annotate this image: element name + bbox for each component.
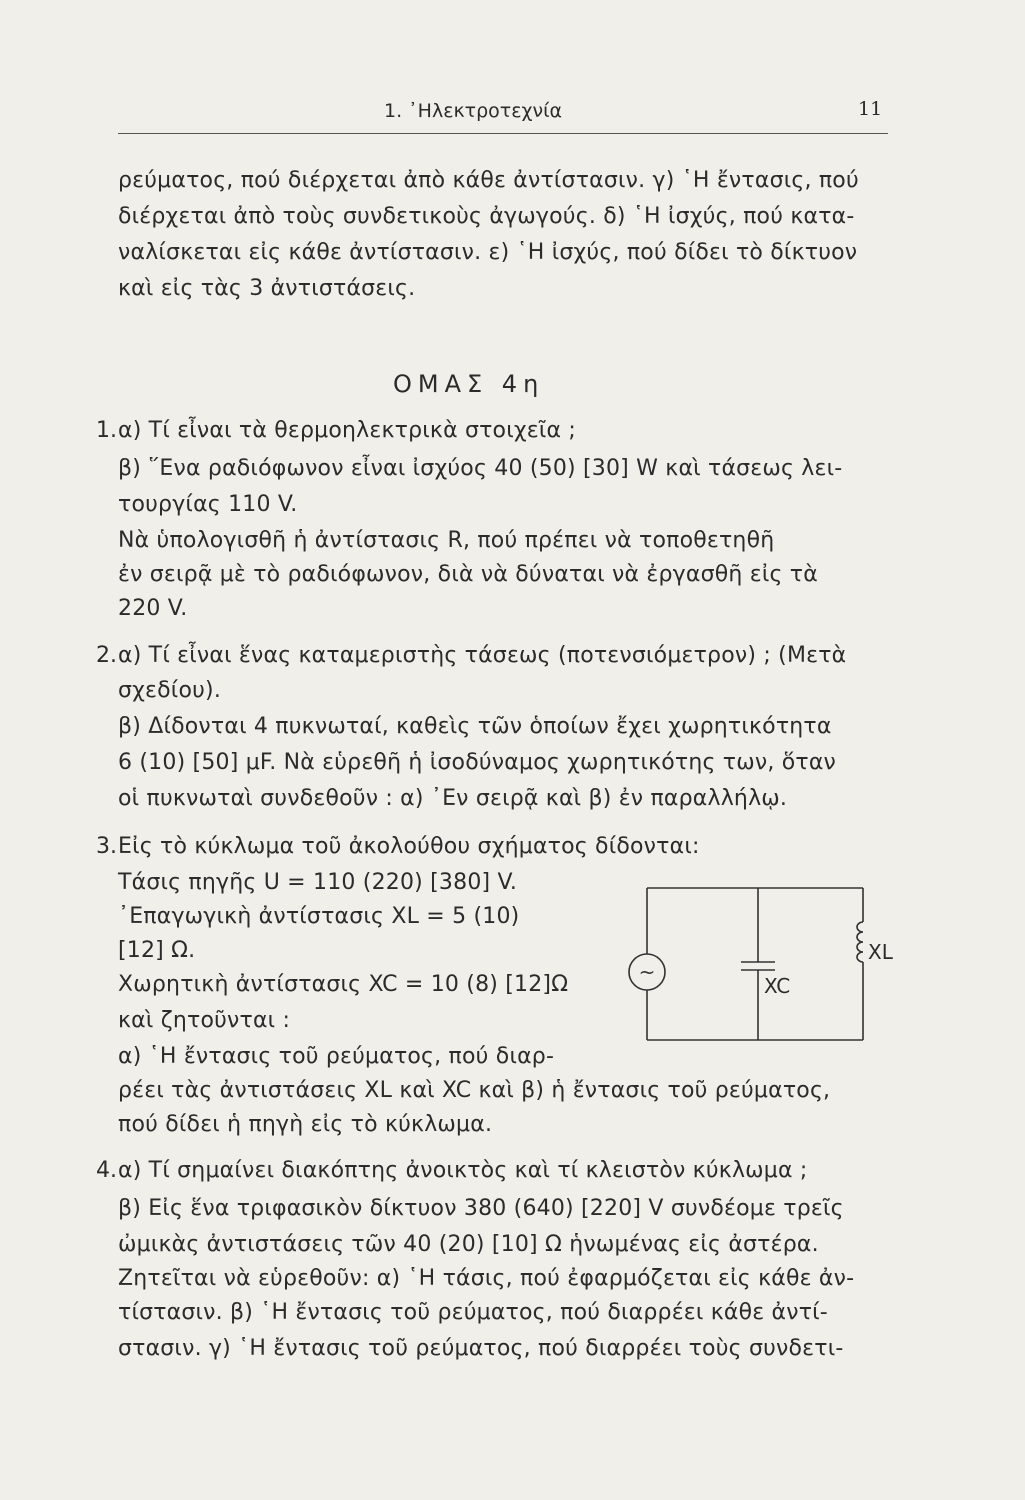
problem-number: 2. [96,643,117,668]
text-line: Τάσις πηγῆς U = 110 (220) [380] V. [118,870,518,895]
text-line: Νὰ ὑπολογισθῆ ἡ ἀντίστασις R, πού πρέπει νὰ τοποθετηθῆ [118,528,775,553]
text-line: ὠμικὰς ἀντιστάσεις τῶν 40 (20) [10] Ω ἡνωμένας εἰς ἀστέρα. [118,1232,819,1257]
text-line: [12] Ω. [118,938,196,963]
text-line: οἱ πυκνωταὶ συνδεθοῦν : α) ᾿Εν σειρᾷ καὶ β) ἐν παραλλήλῳ. [118,786,788,811]
circuit-diagram [615,882,875,1052]
xl-label: XL [868,940,893,964]
text-line: α) ῾Η ἔντασις τοῦ ρεύματος, πού διαρ- [118,1044,555,1069]
text-line: α) Τί σημαίνει διακόπτης ἀνοικτὸς καὶ τί κλειστὸν κύκλωμα ; [118,1158,808,1183]
text-line: Χωρητικὴ ἀντίστασις XC = 10 (8) [12]Ω [118,972,569,997]
text-line: ᾿Επαγωγικὴ ἀντίστασις XL = 5 (10) [118,904,520,929]
problem-number: 1. [96,418,117,443]
text-line: ρεύματος, πού διέρχεται ἀπὸ κάθε ἀντίστασιν. γ) ῾Η ἔντασις, πού [118,168,859,193]
text-line: ρέει τὰς ἀντιστάσεις XL καὶ XC καὶ β) ἡ ἔντασις τοῦ ρεύματος, [118,1078,831,1103]
text-line: β) Εἰς ἕνα τριφασικὸν δίκτυον 380 (640) [220] V συνδέομε τρεῖς [118,1196,844,1221]
text-line: τουργίας 110 V. [118,492,298,517]
text-line: καὶ ζητοῦνται : [118,1008,291,1033]
text-line: διέρχεται ἀπὸ τοὺς συνδετικοὺς ἀγωγούς. δ) ῾Η ἰσχύς, πού κατα- [118,204,855,229]
text-line: Ζητεῖται νὰ εὑρεθοῦν: α) ῾Η τάσις, πού ἐφαρμόζεται εἰς κάθε ἀν- [118,1266,855,1291]
text-line: β) ῞Ενα ραδιόφωνον εἶναι ἰσχύος 40 (50) [30] W καὶ τάσεως λει- [118,456,843,481]
text-line: β) Δίδονται 4 πυκνωταί, καθεὶς τῶν ὁποίων ἔχει χωρητικότητα [118,714,832,739]
text-line: καὶ εἰς τὰς 3 ἀντιστάσεις. [118,276,416,301]
xc-label: XC [764,974,791,998]
header-rule [118,133,888,134]
text-line: Εἰς τὸ κύκλωμα τοῦ ἀκολούθου σχήματος δίδονται: [118,834,700,859]
text-line: 6 (10) [50] μF. Νὰ εὑρεθῆ ἡ ἰσοδύναμος χωρητικότης των, ὅταν [118,750,837,775]
running-header: 1. ᾿Ηλεκτροτεχνία [384,100,563,122]
group-heading: ΟΜΑΣ 4η [393,370,545,398]
text-line: 220 V. [118,596,188,621]
text-line: α) Τί εἶναι ἕνας καταμεριστὴς τάσεως (ποτενσιόμετρον) ; (Μετὰ [118,643,847,668]
ac-source-symbol: ~ [638,960,656,984]
page-number: 11 [858,98,883,120]
text-line: σχεδίου). [118,678,222,703]
text-line: ἐν σειρᾷ μὲ τὸ ραδιόφωνον, διὰ νὰ δύναται νὰ ἐργασθῆ εἰς τὰ [118,562,818,587]
text-line: τίστασιν. β) ῾Η ἔντασις τοῦ ρεύματος, πού διαρρέει κάθε ἀντί- [118,1300,828,1325]
text-line: πού δίδει ἡ πηγὴ εἰς τὸ κύκλωμα. [118,1112,493,1137]
problem-number: 4. [96,1158,117,1183]
text-line: στασιν. γ) ῾Η ἔντασις τοῦ ρεύματος, πού διαρρέει τοὺς συνδετι- [118,1336,844,1361]
inductor-coil-icon [857,922,863,962]
problem-number: 3. [96,834,117,859]
text-line: ναλίσκεται εἰς κάθε ἀντίστασιν. ε) ῾Η ἰσχύς, πού δίδει τὸ δίκτυον [118,240,858,265]
text-line: α) Τί εἶναι τὰ θερμοηλεκτρικὰ στοιχεῖα ; [118,418,577,443]
